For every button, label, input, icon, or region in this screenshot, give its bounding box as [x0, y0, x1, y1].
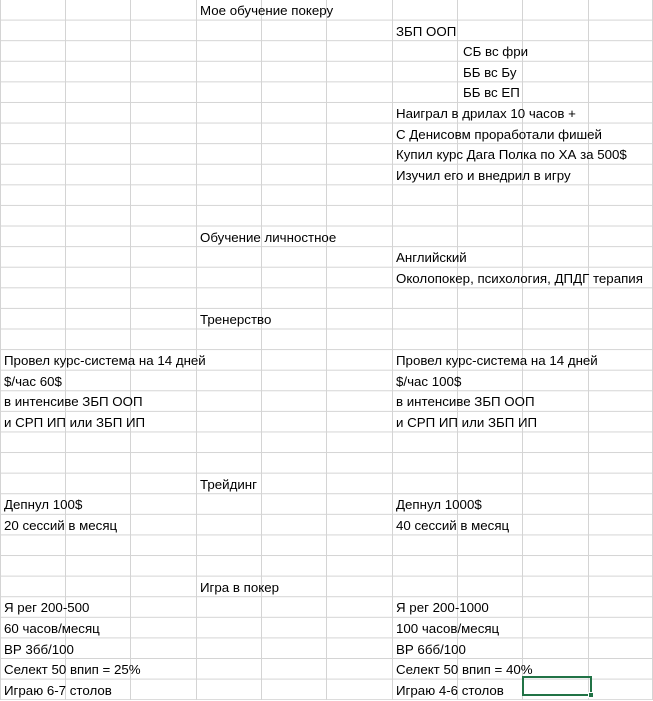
cell-c5-row-19[interactable]: $/час 100$ — [396, 374, 462, 389]
cell-c6-row-3[interactable]: СБ вс фри — [463, 44, 529, 59]
column-divider — [588, 0, 589, 700]
cell-c3-row-16[interactable]: Тренерство — [200, 312, 272, 327]
column-divider — [326, 0, 327, 700]
active-cell-selection[interactable] — [522, 676, 592, 696]
cell-c5-row-2[interactable]: ЗБП ООП — [396, 24, 457, 39]
cell-c5-row-20[interactable]: в интенсиве ЗБП ООП — [396, 394, 535, 409]
cell-c0-row-21[interactable]: и СРП ИП или ЗБП ИП — [4, 415, 146, 430]
cell-c5-row-30[interactable]: Я рег 200-1000 — [396, 600, 489, 615]
cell-c0-row-20[interactable]: в интенсиве ЗБП ООП — [4, 394, 143, 409]
cell-c0-row-18[interactable]: Провел курс-система на 14 дней — [4, 353, 206, 368]
cell-c0-row-26[interactable]: 20 сессий в месяц — [4, 518, 118, 533]
cell-c0-row-33[interactable]: Селект 50 впип = 25% — [4, 662, 141, 677]
cell-c5-row-13[interactable]: Английский — [396, 250, 467, 265]
cell-c5-row-14[interactable]: Околопокер, психология, ДПДГ терапия — [396, 271, 643, 286]
cell-c0-row-30[interactable]: Я рег 200-500 — [4, 600, 90, 615]
cell-c0-row-32[interactable]: ВР 3бб/100 — [4, 642, 74, 657]
cell-c5-row-6[interactable]: Наиграл в дрилах 10 часов + — [396, 106, 576, 121]
cell-c3-row-24[interactable]: Трейдинг — [200, 477, 257, 492]
cell-c5-row-31[interactable]: 100 часов/месяц — [396, 621, 500, 636]
cell-c0-row-34[interactable]: Играю 6-7 столов — [4, 683, 112, 698]
fill-handle[interactable] — [588, 692, 594, 698]
cell-c0-row-31[interactable]: 60 часов/месяц — [4, 621, 100, 636]
cell-c5-row-7[interactable]: С Денисовм проработали фишей — [396, 127, 602, 142]
cell-c0-row-19[interactable]: $/час 60$ — [4, 374, 62, 389]
column-divider — [130, 0, 131, 700]
cell-c0-row-25[interactable]: Депнул 100$ — [4, 497, 83, 512]
cell-c5-row-21[interactable]: и СРП ИП или ЗБП ИП — [396, 415, 538, 430]
cell-c5-row-32[interactable]: ВР 6бб/100 — [396, 642, 466, 657]
cell-c5-row-26[interactable]: 40 сессий в месяц — [396, 518, 510, 533]
cell-c5-row-8[interactable]: Купил курс Дага Полка по ХА за 500$ — [396, 147, 627, 162]
cell-c5-row-33[interactable]: Селект 50 впип = 40% — [396, 662, 533, 677]
cell-c5-row-25[interactable]: Депнул 1000$ — [396, 497, 482, 512]
cell-c6-row-5[interactable]: ББ вс ЕП — [463, 85, 520, 100]
cell-c3-row-29[interactable]: Игра в покер — [200, 580, 280, 595]
cell-c5-row-18[interactable]: Провел курс-система на 14 дней — [396, 353, 598, 368]
column-divider — [65, 0, 66, 700]
cell-c5-row-9[interactable]: Изучил его и внедрил в игру — [396, 168, 571, 183]
cell-c6-row-4[interactable]: ББ вс Бу — [463, 65, 517, 80]
cell-c3-row-1[interactable]: Мое обучение покеру — [200, 3, 334, 18]
cell-c3-row-12[interactable]: Обучение личностное — [200, 230, 337, 245]
cell-c5-row-34[interactable]: Играю 4-6 столов — [396, 683, 504, 698]
